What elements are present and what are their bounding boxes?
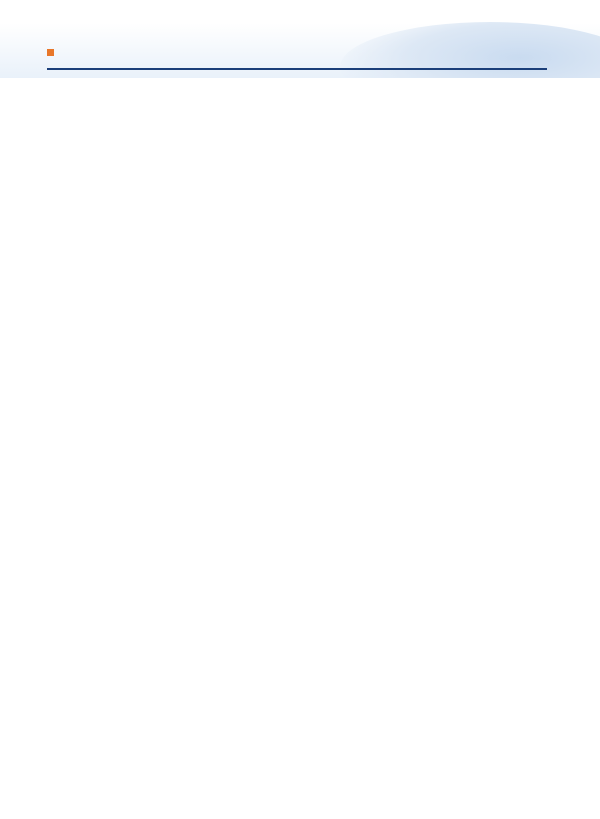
header-banner xyxy=(0,0,600,78)
header-rule xyxy=(47,68,547,70)
orange-square-icon xyxy=(47,49,54,56)
